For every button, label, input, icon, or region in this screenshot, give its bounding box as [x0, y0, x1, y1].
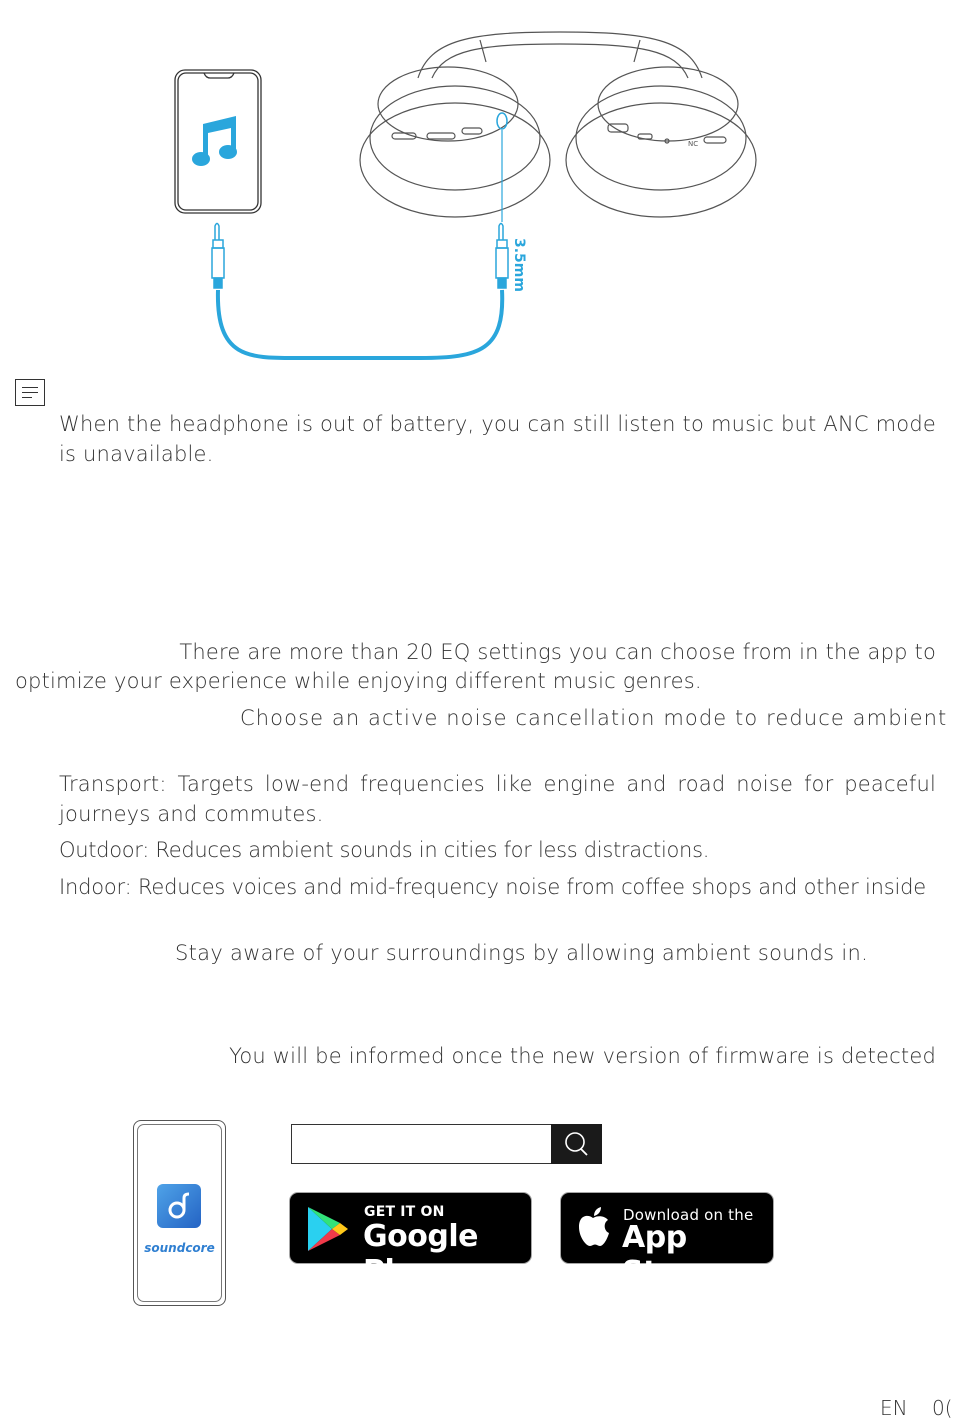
transparency-mode-text: Stay aware of your surroundings by allowing ambient sounds in. — [175, 941, 869, 965]
note-text: When the headphone is out of battery, you can still listen to music but ANC mode is unavailable. — [59, 412, 936, 466]
language-label: EN — [880, 1396, 908, 1420]
search-button[interactable] — [551, 1124, 602, 1164]
search-icon — [551, 1124, 602, 1164]
google-play-small-label: GET IT ON — [364, 1204, 445, 1220]
indoor-mode-text: Indoor: Reduces voices and mid-frequency noise from coffee shops and other inside — [59, 875, 926, 899]
audio-cable — [218, 290, 502, 358]
note-icon — [15, 379, 45, 406]
apple-icon — [576, 1206, 610, 1248]
headphones-illustration — [360, 32, 756, 217]
eq-description-line2: optimize your experience while enjoying different music genres. — [15, 669, 702, 693]
google-play-icon — [306, 1205, 350, 1253]
audio-jack-port — [497, 113, 507, 129]
cable-size-label: 3.5mm — [511, 238, 527, 292]
soundcore-brand-label: soundcore — [144, 1241, 215, 1255]
google-play-badge[interactable] — [289, 1192, 532, 1289]
app-phone-illustration — [133, 1120, 226, 1306]
transport-mode-text: Transport: Targets low-end frequencies like engine and road noise for peaceful journeys and commutes. — [59, 772, 936, 826]
left-plug — [212, 224, 224, 289]
eq-description-line1: There are more than 20 EQ settings you can choose from in the app to — [179, 640, 936, 664]
google-play-big-label: Google Play — [363, 1219, 478, 1289]
app-store-small-label: Download on the — [623, 1206, 754, 1224]
soundcore-app-icon — [157, 1184, 201, 1228]
app-store-badge[interactable] — [560, 1192, 774, 1290]
right-plug — [496, 224, 508, 289]
app-search-field[interactable] — [291, 1124, 552, 1164]
music-note-icon — [192, 116, 237, 166]
app-store-big-label: App Store — [622, 1220, 712, 1290]
phone-illustration — [175, 70, 261, 213]
anc-description: Choose an active noise cancellation mode to reduce ambient — [240, 706, 948, 730]
outdoor-mode-text: Outdoor: Reduces ambient sounds in cities for less distractions. — [59, 838, 710, 862]
firmware-update-text: You will be informed once the new version of firmware is detected — [229, 1044, 936, 1068]
nc-label: NC — [688, 140, 699, 148]
page-number: 0( — [932, 1396, 953, 1420]
connection-diagram — [0, 0, 950, 370]
